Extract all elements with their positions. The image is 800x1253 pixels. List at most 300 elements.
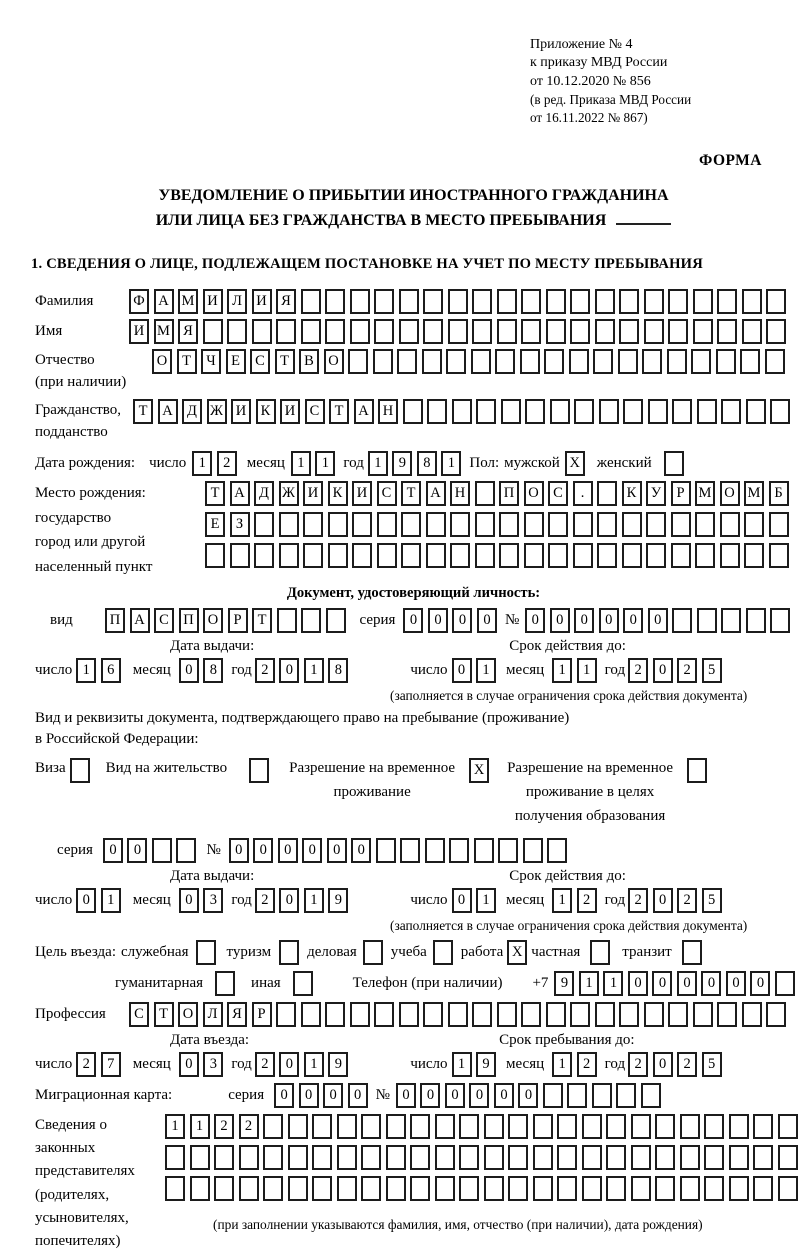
char-cell[interactable]	[435, 1145, 455, 1170]
char-cell[interactable]	[672, 608, 692, 633]
char-cell[interactable]	[374, 1002, 394, 1027]
char-cell[interactable]	[655, 1145, 675, 1170]
char-cell[interactable]	[325, 289, 345, 314]
char-cell[interactable]	[423, 1002, 443, 1027]
char-cell[interactable]	[769, 512, 789, 537]
char-cell[interactable]	[176, 838, 196, 863]
char-cell[interactable]	[548, 512, 568, 537]
char-cell[interactable]	[498, 838, 518, 863]
char-cell[interactable]	[557, 1114, 577, 1139]
char-cell[interactable]	[350, 319, 370, 344]
char-cell[interactable]	[778, 1114, 798, 1139]
char-cell[interactable]: 0	[351, 838, 371, 863]
char-cell[interactable]: 0	[274, 1083, 294, 1108]
char-cell[interactable]	[152, 838, 172, 863]
char-cell[interactable]: 5	[702, 888, 722, 913]
char-cell[interactable]	[606, 1145, 626, 1170]
char-cell[interactable]	[704, 1176, 724, 1201]
char-cell[interactable]: 2	[255, 1052, 275, 1077]
char-cell[interactable]: Л	[203, 1002, 223, 1027]
char-cell[interactable]: Я	[178, 319, 198, 344]
char-cell[interactable]	[472, 319, 492, 344]
char-cell[interactable]: 0	[253, 838, 273, 863]
char-cell[interactable]: Д	[254, 481, 274, 506]
char-cell[interactable]: 7	[101, 1052, 121, 1077]
char-cell[interactable]	[570, 289, 590, 314]
char-cell[interactable]: 1	[452, 1052, 472, 1077]
char-cell[interactable]: 0	[599, 608, 619, 633]
char-cell[interactable]: П	[179, 608, 199, 633]
char-cell[interactable]	[352, 512, 372, 537]
char-cell[interactable]	[557, 1176, 577, 1201]
char-cell[interactable]: 0	[279, 1052, 299, 1077]
char-cell[interactable]: 1	[304, 1052, 324, 1077]
char-cell[interactable]	[547, 838, 567, 863]
checkbox-work[interactable]: X	[507, 940, 527, 965]
char-cell[interactable]: Т	[401, 481, 421, 506]
char-cell[interactable]: 5	[702, 1052, 722, 1077]
char-cell[interactable]: Л	[227, 289, 247, 314]
char-cell[interactable]	[631, 1176, 651, 1201]
char-cell[interactable]	[766, 289, 786, 314]
char-cell[interactable]: 9	[328, 1052, 348, 1077]
char-cell[interactable]: 1	[579, 971, 599, 996]
checkbox-male[interactable]: X	[565, 451, 585, 476]
char-cell[interactable]	[770, 399, 790, 424]
char-cell[interactable]	[401, 543, 421, 568]
char-cell[interactable]: Ч	[201, 349, 221, 374]
char-cell[interactable]	[459, 1145, 479, 1170]
char-cell[interactable]	[619, 289, 639, 314]
char-cell[interactable]: В	[299, 349, 319, 374]
char-cell[interactable]	[288, 1176, 308, 1201]
char-cell[interactable]: 1	[552, 888, 572, 913]
char-cell[interactable]	[401, 512, 421, 537]
char-cell[interactable]	[533, 1114, 553, 1139]
char-cell[interactable]	[671, 543, 691, 568]
char-cell[interactable]: 0	[648, 608, 668, 633]
checkbox-residence-permit[interactable]	[249, 758, 269, 783]
char-cell[interactable]	[399, 319, 419, 344]
char-cell[interactable]: Р	[252, 1002, 272, 1027]
char-cell[interactable]: Т	[205, 481, 225, 506]
char-cell[interactable]	[753, 1176, 773, 1201]
char-cell[interactable]: 0	[179, 658, 199, 683]
char-cell[interactable]: 1	[577, 658, 597, 683]
char-cell[interactable]: 2	[217, 451, 237, 476]
char-cell[interactable]: И	[129, 319, 149, 344]
char-cell[interactable]: 0	[396, 1083, 416, 1108]
char-cell[interactable]	[717, 289, 737, 314]
char-cell[interactable]: 0	[750, 971, 770, 996]
char-cell[interactable]	[397, 349, 417, 374]
char-cell[interactable]	[618, 349, 638, 374]
char-cell[interactable]: 0	[348, 1083, 368, 1108]
char-cell[interactable]	[374, 319, 394, 344]
char-cell[interactable]	[729, 1176, 749, 1201]
char-cell[interactable]: С	[129, 1002, 149, 1027]
char-cell[interactable]	[668, 289, 688, 314]
char-cell[interactable]	[717, 1002, 737, 1027]
char-cell[interactable]	[386, 1176, 406, 1201]
char-cell[interactable]	[521, 319, 541, 344]
char-cell[interactable]: 0	[452, 608, 472, 633]
char-cell[interactable]	[288, 1114, 308, 1139]
char-cell[interactable]: 0	[452, 658, 472, 683]
char-cell[interactable]: 0	[701, 971, 721, 996]
char-cell[interactable]: У	[646, 481, 666, 506]
char-cell[interactable]	[459, 1176, 479, 1201]
char-cell[interactable]: 2	[628, 888, 648, 913]
char-cell[interactable]	[742, 1002, 762, 1027]
char-cell[interactable]	[597, 481, 617, 506]
char-cell[interactable]: Т	[329, 399, 349, 424]
char-cell[interactable]	[523, 838, 543, 863]
char-cell[interactable]: А	[426, 481, 446, 506]
char-cell[interactable]: 0	[623, 608, 643, 633]
char-cell[interactable]: 0	[726, 971, 746, 996]
char-cell[interactable]	[524, 543, 544, 568]
char-cell[interactable]: 1	[315, 451, 335, 476]
char-cell[interactable]: 0	[127, 838, 147, 863]
char-cell[interactable]	[426, 543, 446, 568]
char-cell[interactable]	[325, 319, 345, 344]
char-cell[interactable]	[631, 1114, 651, 1139]
char-cell[interactable]: 2	[239, 1114, 259, 1139]
char-cell[interactable]: М	[154, 319, 174, 344]
char-cell[interactable]: 0	[574, 608, 594, 633]
char-cell[interactable]: 1	[441, 451, 461, 476]
char-cell[interactable]: Б	[769, 481, 789, 506]
char-cell[interactable]	[239, 1176, 259, 1201]
char-cell[interactable]: 9	[554, 971, 574, 996]
char-cell[interactable]	[766, 319, 786, 344]
char-cell[interactable]	[720, 543, 740, 568]
char-cell[interactable]	[450, 543, 470, 568]
char-cell[interactable]	[263, 1114, 283, 1139]
char-cell[interactable]	[720, 512, 740, 537]
char-cell[interactable]: О	[152, 349, 172, 374]
char-cell[interactable]: 2	[214, 1114, 234, 1139]
char-cell[interactable]	[524, 512, 544, 537]
char-cell[interactable]	[616, 1083, 636, 1108]
char-cell[interactable]: 0	[279, 658, 299, 683]
char-cell[interactable]: Ж	[279, 481, 299, 506]
char-cell[interactable]	[508, 1176, 528, 1201]
char-cell[interactable]: Н	[378, 399, 398, 424]
char-cell[interactable]: 0	[327, 838, 347, 863]
char-cell[interactable]: 0	[652, 971, 672, 996]
char-cell[interactable]	[520, 349, 540, 374]
char-cell[interactable]: З	[230, 512, 250, 537]
char-cell[interactable]: 1	[291, 451, 311, 476]
char-cell[interactable]	[449, 838, 469, 863]
char-cell[interactable]: И	[303, 481, 323, 506]
char-cell[interactable]	[668, 319, 688, 344]
char-cell[interactable]	[203, 319, 223, 344]
char-cell[interactable]	[573, 512, 593, 537]
char-cell[interactable]	[279, 543, 299, 568]
char-cell[interactable]	[448, 289, 468, 314]
char-cell[interactable]	[570, 1002, 590, 1027]
checkbox-study[interactable]	[433, 940, 453, 965]
checkbox-official[interactable]	[196, 940, 216, 965]
char-cell[interactable]	[648, 399, 668, 424]
char-cell[interactable]: 0	[179, 1052, 199, 1077]
char-cell[interactable]	[399, 289, 419, 314]
char-cell[interactable]	[599, 399, 619, 424]
char-cell[interactable]	[214, 1176, 234, 1201]
char-cell[interactable]	[691, 349, 711, 374]
char-cell[interactable]	[373, 349, 393, 374]
char-cell[interactable]	[646, 543, 666, 568]
char-cell[interactable]	[546, 1002, 566, 1027]
char-cell[interactable]: М	[695, 481, 715, 506]
char-cell[interactable]	[497, 289, 517, 314]
char-cell[interactable]	[328, 512, 348, 537]
char-cell[interactable]	[770, 608, 790, 633]
char-cell[interactable]	[595, 1002, 615, 1027]
char-cell[interactable]: 2	[255, 888, 275, 913]
char-cell[interactable]	[410, 1114, 430, 1139]
char-cell[interactable]: 1	[603, 971, 623, 996]
char-cell[interactable]: О	[178, 1002, 198, 1027]
char-cell[interactable]	[533, 1145, 553, 1170]
checkbox-female[interactable]	[664, 451, 684, 476]
char-cell[interactable]: 2	[677, 658, 697, 683]
char-cell[interactable]: Ф	[129, 289, 149, 314]
char-cell[interactable]: С	[250, 349, 270, 374]
char-cell[interactable]	[644, 1002, 664, 1027]
checkbox-other[interactable]	[293, 971, 313, 996]
char-cell[interactable]: С	[377, 481, 397, 506]
char-cell[interactable]: 0	[653, 888, 673, 913]
char-cell[interactable]: 8	[417, 451, 437, 476]
char-cell[interactable]	[403, 399, 423, 424]
char-cell[interactable]: 6	[101, 658, 121, 683]
char-cell[interactable]	[254, 543, 274, 568]
char-cell[interactable]	[288, 1145, 308, 1170]
char-cell[interactable]	[276, 319, 296, 344]
char-cell[interactable]	[425, 838, 445, 863]
char-cell[interactable]	[475, 543, 495, 568]
char-cell[interactable]	[497, 319, 517, 344]
char-cell[interactable]: 2	[677, 888, 697, 913]
char-cell[interactable]	[499, 512, 519, 537]
char-cell[interactable]: Е	[205, 512, 225, 537]
char-cell[interactable]	[570, 319, 590, 344]
char-cell[interactable]: И	[203, 289, 223, 314]
checkbox-visa[interactable]	[70, 758, 90, 783]
blank-underline[interactable]	[616, 209, 671, 225]
char-cell[interactable]	[574, 399, 594, 424]
char-cell[interactable]	[693, 289, 713, 314]
char-cell[interactable]: Т	[154, 1002, 174, 1027]
char-cell[interactable]	[474, 838, 494, 863]
checkbox-business[interactable]	[363, 940, 383, 965]
char-cell[interactable]: 3	[203, 888, 223, 913]
char-cell[interactable]	[190, 1145, 210, 1170]
char-cell[interactable]: Ж	[207, 399, 227, 424]
char-cell[interactable]	[766, 1002, 786, 1027]
char-cell[interactable]: Н	[450, 481, 470, 506]
char-cell[interactable]	[744, 512, 764, 537]
char-cell[interactable]	[497, 1002, 517, 1027]
char-cell[interactable]	[680, 1145, 700, 1170]
char-cell[interactable]	[312, 1145, 332, 1170]
char-cell[interactable]	[361, 1145, 381, 1170]
char-cell[interactable]	[642, 349, 662, 374]
char-cell[interactable]	[165, 1176, 185, 1201]
char-cell[interactable]: 0	[469, 1083, 489, 1108]
char-cell[interactable]: 0	[420, 1083, 440, 1108]
char-cell[interactable]	[742, 319, 762, 344]
char-cell[interactable]: 0	[323, 1083, 343, 1108]
char-cell[interactable]	[446, 349, 466, 374]
char-cell[interactable]	[775, 971, 795, 996]
char-cell[interactable]: И	[231, 399, 251, 424]
char-cell[interactable]: 8	[328, 658, 348, 683]
char-cell[interactable]: 0	[445, 1083, 465, 1108]
char-cell[interactable]: 2	[628, 1052, 648, 1077]
char-cell[interactable]: Т	[252, 608, 272, 633]
char-cell[interactable]	[205, 543, 225, 568]
char-cell[interactable]: Т	[177, 349, 197, 374]
char-cell[interactable]	[301, 608, 321, 633]
char-cell[interactable]: К	[256, 399, 276, 424]
char-cell[interactable]	[459, 1114, 479, 1139]
char-cell[interactable]	[277, 608, 297, 633]
char-cell[interactable]	[695, 512, 715, 537]
char-cell[interactable]	[312, 1176, 332, 1201]
char-cell[interactable]: О	[203, 608, 223, 633]
char-cell[interactable]	[592, 1083, 612, 1108]
char-cell[interactable]	[765, 349, 785, 374]
char-cell[interactable]	[475, 481, 495, 506]
char-cell[interactable]	[525, 399, 545, 424]
char-cell[interactable]: 9	[476, 1052, 496, 1077]
char-cell[interactable]	[716, 349, 736, 374]
char-cell[interactable]	[352, 543, 372, 568]
char-cell[interactable]: 8	[203, 658, 223, 683]
char-cell[interactable]	[303, 543, 323, 568]
char-cell[interactable]	[263, 1176, 283, 1201]
char-cell[interactable]: .	[573, 481, 593, 506]
char-cell[interactable]: 3	[203, 1052, 223, 1077]
char-cell[interactable]	[631, 1145, 651, 1170]
char-cell[interactable]	[655, 1114, 675, 1139]
checkbox-private[interactable]	[590, 940, 610, 965]
char-cell[interactable]	[374, 289, 394, 314]
char-cell[interactable]	[386, 1145, 406, 1170]
char-cell[interactable]	[573, 543, 593, 568]
char-cell[interactable]: 1	[165, 1114, 185, 1139]
char-cell[interactable]	[452, 399, 472, 424]
char-cell[interactable]: Р	[228, 608, 248, 633]
char-cell[interactable]: 1	[368, 451, 388, 476]
char-cell[interactable]	[423, 289, 443, 314]
char-cell[interactable]	[521, 1002, 541, 1027]
char-cell[interactable]: Я	[227, 1002, 247, 1027]
char-cell[interactable]: И	[252, 289, 272, 314]
char-cell[interactable]	[301, 289, 321, 314]
char-cell[interactable]	[377, 543, 397, 568]
char-cell[interactable]	[263, 1145, 283, 1170]
char-cell[interactable]	[495, 349, 515, 374]
char-cell[interactable]: 1	[552, 1052, 572, 1077]
char-cell[interactable]	[252, 319, 272, 344]
char-cell[interactable]	[704, 1145, 724, 1170]
char-cell[interactable]	[350, 289, 370, 314]
char-cell[interactable]	[301, 319, 321, 344]
char-cell[interactable]: 0	[179, 888, 199, 913]
char-cell[interactable]	[667, 349, 687, 374]
char-cell[interactable]	[753, 1114, 773, 1139]
char-cell[interactable]: 0	[428, 608, 448, 633]
char-cell[interactable]	[312, 1114, 332, 1139]
char-cell[interactable]	[348, 349, 368, 374]
char-cell[interactable]	[680, 1114, 700, 1139]
char-cell[interactable]	[328, 543, 348, 568]
char-cell[interactable]: С	[154, 608, 174, 633]
char-cell[interactable]: М	[744, 481, 764, 506]
char-cell[interactable]	[704, 1114, 724, 1139]
char-cell[interactable]: 0	[550, 608, 570, 633]
char-cell[interactable]: 1	[190, 1114, 210, 1139]
char-cell[interactable]: А	[354, 399, 374, 424]
char-cell[interactable]	[376, 838, 396, 863]
char-cell[interactable]: И	[352, 481, 372, 506]
char-cell[interactable]	[361, 1114, 381, 1139]
char-cell[interactable]	[386, 1114, 406, 1139]
char-cell[interactable]: 0	[76, 888, 96, 913]
char-cell[interactable]	[410, 1145, 430, 1170]
char-cell[interactable]: 0	[677, 971, 697, 996]
char-cell[interactable]	[475, 512, 495, 537]
char-cell[interactable]	[303, 512, 323, 537]
char-cell[interactable]: 5	[702, 658, 722, 683]
char-cell[interactable]	[230, 543, 250, 568]
char-cell[interactable]: П	[499, 481, 519, 506]
char-cell[interactable]	[427, 399, 447, 424]
char-cell[interactable]: А	[230, 481, 250, 506]
char-cell[interactable]	[499, 543, 519, 568]
char-cell[interactable]: 0	[229, 838, 249, 863]
char-cell[interactable]	[717, 319, 737, 344]
char-cell[interactable]: К	[328, 481, 348, 506]
char-cell[interactable]	[655, 1176, 675, 1201]
char-cell[interactable]: Д	[182, 399, 202, 424]
char-cell[interactable]	[484, 1114, 504, 1139]
char-cell[interactable]	[508, 1145, 528, 1170]
char-cell[interactable]	[239, 1145, 259, 1170]
char-cell[interactable]	[778, 1176, 798, 1201]
char-cell[interactable]	[740, 349, 760, 374]
char-cell[interactable]	[778, 1145, 798, 1170]
checkbox-edu-residence-permit[interactable]	[687, 758, 707, 783]
char-cell[interactable]: 0	[403, 608, 423, 633]
char-cell[interactable]: П	[105, 608, 125, 633]
char-cell[interactable]	[227, 319, 247, 344]
char-cell[interactable]: 1	[304, 888, 324, 913]
char-cell[interactable]	[695, 543, 715, 568]
char-cell[interactable]	[399, 1002, 419, 1027]
char-cell[interactable]	[472, 289, 492, 314]
char-cell[interactable]: 0	[653, 1052, 673, 1077]
char-cell[interactable]	[623, 399, 643, 424]
char-cell[interactable]	[543, 1083, 563, 1108]
char-cell[interactable]	[746, 399, 766, 424]
